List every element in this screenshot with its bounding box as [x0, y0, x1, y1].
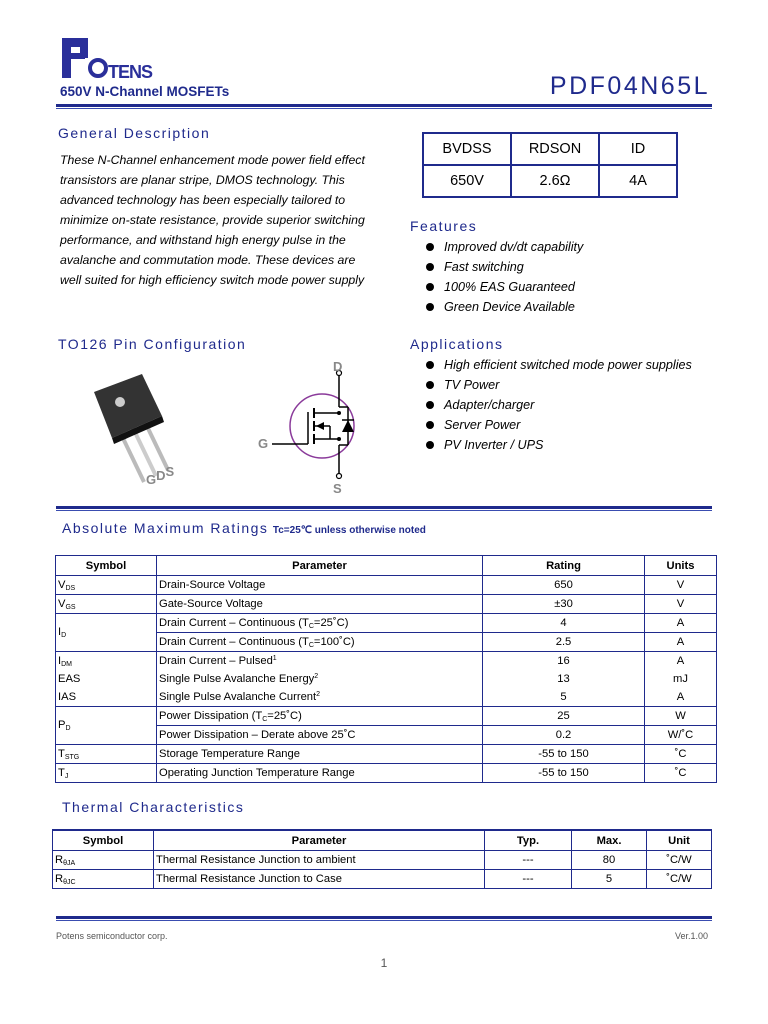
parameter-cell: Drain-Source Voltage	[157, 576, 483, 595]
list-item: Green Device Available	[412, 297, 583, 317]
parameter-cell: Power Dissipation $(T_C=25˚C)$	[157, 707, 483, 726]
table-row	[56, 595, 717, 614]
section-divider-thin	[56, 510, 712, 511]
symbol-cell: $I_D$	[56, 614, 157, 652]
bullet-icon	[426, 361, 434, 369]
column-header: Parameter	[157, 556, 483, 576]
typ-cell: ---	[485, 851, 572, 870]
bullet-icon	[426, 263, 434, 271]
package-pin-g: G	[146, 472, 157, 487]
rating-cell: 4	[483, 614, 645, 633]
symbol-cell: $I_{DM}$	[56, 652, 157, 671]
rating-cell: 650	[483, 576, 645, 595]
unit-cell: V	[645, 595, 717, 614]
parameter-cell: Drain Current – Continuous $(T_C=25˚C)$	[157, 614, 483, 633]
unit-cell: A	[645, 614, 717, 633]
unit-cell: ˚C	[645, 745, 717, 764]
table-row	[56, 764, 717, 783]
rating-cell: 0.2	[483, 726, 645, 745]
parameter-cell: Gate-Source Voltage	[157, 595, 483, 614]
applications-list	[412, 355, 692, 455]
general-description-text: These N-Channel enhancement mode power field effect transistors are planar stripe, DMOS technology. This advanced technology has been especially tailored to minimize on-state resistance, provide superior switching performance, and withstand high energy pulse in the avalanche and commutation mode. These devices are well suited for high efficiency switch mode power supply	[60, 153, 365, 287]
to126-package-image	[82, 370, 202, 500]
absolute-max-title: Absolute Maximum Ratings	[62, 520, 269, 536]
column-header: Parameter	[154, 830, 485, 851]
table-row	[56, 745, 717, 764]
unit-cell: mJ	[645, 670, 717, 688]
max-cell: 80	[572, 851, 647, 870]
table-header-row	[53, 830, 712, 851]
spec-header-id: ID	[599, 133, 677, 165]
product-family: 650V N-Channel MOSFETs	[60, 84, 230, 99]
bullet-icon	[426, 303, 434, 311]
table-row	[56, 688, 717, 707]
absolute-max-heading	[62, 520, 426, 538]
rating-cell: 16	[483, 652, 645, 671]
spec-value-bvdss: 650V	[423, 165, 511, 197]
parameter-cell: Thermal Resistance Junction to Case	[154, 870, 485, 889]
package-pin-d: D	[156, 468, 166, 483]
footer-divider-thin	[56, 920, 712, 921]
list-item: Improved dv/dt capability	[412, 237, 583, 257]
rating-cell: -55 to 150	[483, 745, 645, 764]
spec-value-id: 4A	[599, 165, 677, 197]
table-row	[56, 670, 717, 688]
symbol-cell: $V_{GS}$	[56, 595, 157, 614]
list-item: 100% EAS Guaranteed	[412, 277, 583, 297]
company-logo	[60, 36, 156, 82]
symbol-cell: EAS	[56, 670, 157, 688]
absolute-max-table	[55, 555, 717, 783]
bullet-icon	[426, 381, 434, 389]
unit-cell: A	[645, 652, 717, 671]
table-row	[53, 870, 712, 889]
list-item: High efficient switched mode power supplies	[412, 355, 692, 375]
parameter-cell: Operating Junction Temperature Range	[157, 764, 483, 783]
parameter-cell: Single Pulse Avalanche Energy$^2$	[157, 670, 483, 688]
general-description-title: General Description	[58, 125, 211, 141]
thermal-title: Thermal Characteristics	[62, 799, 245, 815]
unit-cell: A	[645, 688, 717, 707]
parameter-cell: Drain Current – Continuous $(T_C=100˚C)$	[157, 633, 483, 652]
table-row	[56, 707, 717, 726]
column-header: Unit	[647, 830, 712, 851]
page-number: 1	[380, 956, 388, 970]
unit-cell: ˚C/W	[647, 851, 712, 870]
unit-cell: ˚C/W	[647, 870, 712, 889]
parameter-cell: Power Dissipation – Derate above 25˚C	[157, 726, 483, 745]
list-item: Fast switching	[412, 257, 583, 277]
parameter-cell: Storage Temperature Range	[157, 745, 483, 764]
unit-cell: ˚C	[645, 764, 717, 783]
unit-cell: V	[645, 576, 717, 595]
bullet-icon	[426, 441, 434, 449]
applications-title: Applications	[410, 336, 504, 352]
table-row	[56, 652, 717, 671]
absolute-max-condition: Tc=25℃ unless otherwise noted	[272, 525, 426, 536]
bullet-icon	[426, 421, 434, 429]
section-divider	[56, 506, 712, 509]
features-title: Features	[410, 218, 478, 234]
bullet-icon	[426, 243, 434, 251]
column-header: Symbol	[56, 556, 157, 576]
table-row	[53, 851, 712, 870]
version: Ver.1.00	[674, 931, 708, 941]
symbol-cell: IAS	[56, 688, 157, 707]
spec-header-rdson: RDSON	[511, 133, 599, 165]
table-row	[56, 576, 717, 595]
svg-text:TENS: TENS	[108, 62, 153, 82]
parameter-cell: Thermal Resistance Junction to ambient	[154, 851, 485, 870]
symbol-pin-d: D	[333, 359, 343, 374]
key-specs-table	[422, 132, 678, 198]
bullet-icon	[426, 401, 434, 409]
max-cell: 5	[572, 870, 647, 889]
features-list	[412, 237, 583, 317]
mosfet-symbol	[250, 356, 380, 501]
list-item: Adapter/charger	[412, 395, 692, 415]
symbol-cell: $V_{DS}$	[56, 576, 157, 595]
spec-value-rdson: 2.6Ω	[511, 165, 599, 197]
rating-cell: 25	[483, 707, 645, 726]
symbol-pin-g: G	[258, 436, 269, 451]
header-divider	[56, 104, 712, 107]
company-name: Potens semiconductor corp.	[56, 931, 168, 941]
rating-cell: 5	[483, 688, 645, 707]
column-header: Max.	[572, 830, 647, 851]
column-header: Units	[645, 556, 717, 576]
bullet-icon	[426, 283, 434, 291]
rating-cell: 13	[483, 670, 645, 688]
rating-cell: -55 to 150	[483, 764, 645, 783]
unit-cell: W/˚C	[645, 726, 717, 745]
package-pin-labels	[146, 464, 175, 487]
pin-config-title: TO126 Pin Configuration	[58, 336, 247, 352]
parameter-cell: Single Pulse Avalanche Current$^2$	[157, 688, 483, 707]
symbol-cell: $R_{\theta JC}$	[53, 870, 154, 889]
rating-cell: ±30	[483, 595, 645, 614]
symbol-cell: $T_J$	[56, 764, 157, 783]
list-item: PV Inverter / UPS	[412, 435, 692, 455]
parameter-cell: Drain Current – Pulsed$^1$	[157, 652, 483, 671]
list-item: Server Power	[412, 415, 692, 435]
list-item: TV Power	[412, 375, 692, 395]
column-header: Typ.	[485, 830, 572, 851]
part-number: PDF04N65L	[549, 72, 710, 100]
symbol-cell: $R_{\theta JA}$	[53, 851, 154, 870]
column-header: Rating	[483, 556, 645, 576]
spec-header-bvdss: BVDSS	[423, 133, 511, 165]
rating-cell: 2.5	[483, 633, 645, 652]
column-header: Symbol	[53, 830, 154, 851]
table-row	[56, 614, 717, 633]
unit-cell: W	[645, 707, 717, 726]
header-divider-thin	[56, 108, 712, 109]
table-header-row	[56, 556, 717, 576]
typ-cell: ---	[485, 870, 572, 889]
unit-cell: A	[645, 633, 717, 652]
footer-divider	[56, 916, 712, 919]
package-pin-s: S	[165, 464, 175, 479]
symbol-cell: $T_{STG}$	[56, 745, 157, 764]
symbol-pin-s: S	[333, 481, 342, 496]
thermal-table	[52, 829, 712, 889]
symbol-cell: $P_D$	[56, 707, 157, 745]
